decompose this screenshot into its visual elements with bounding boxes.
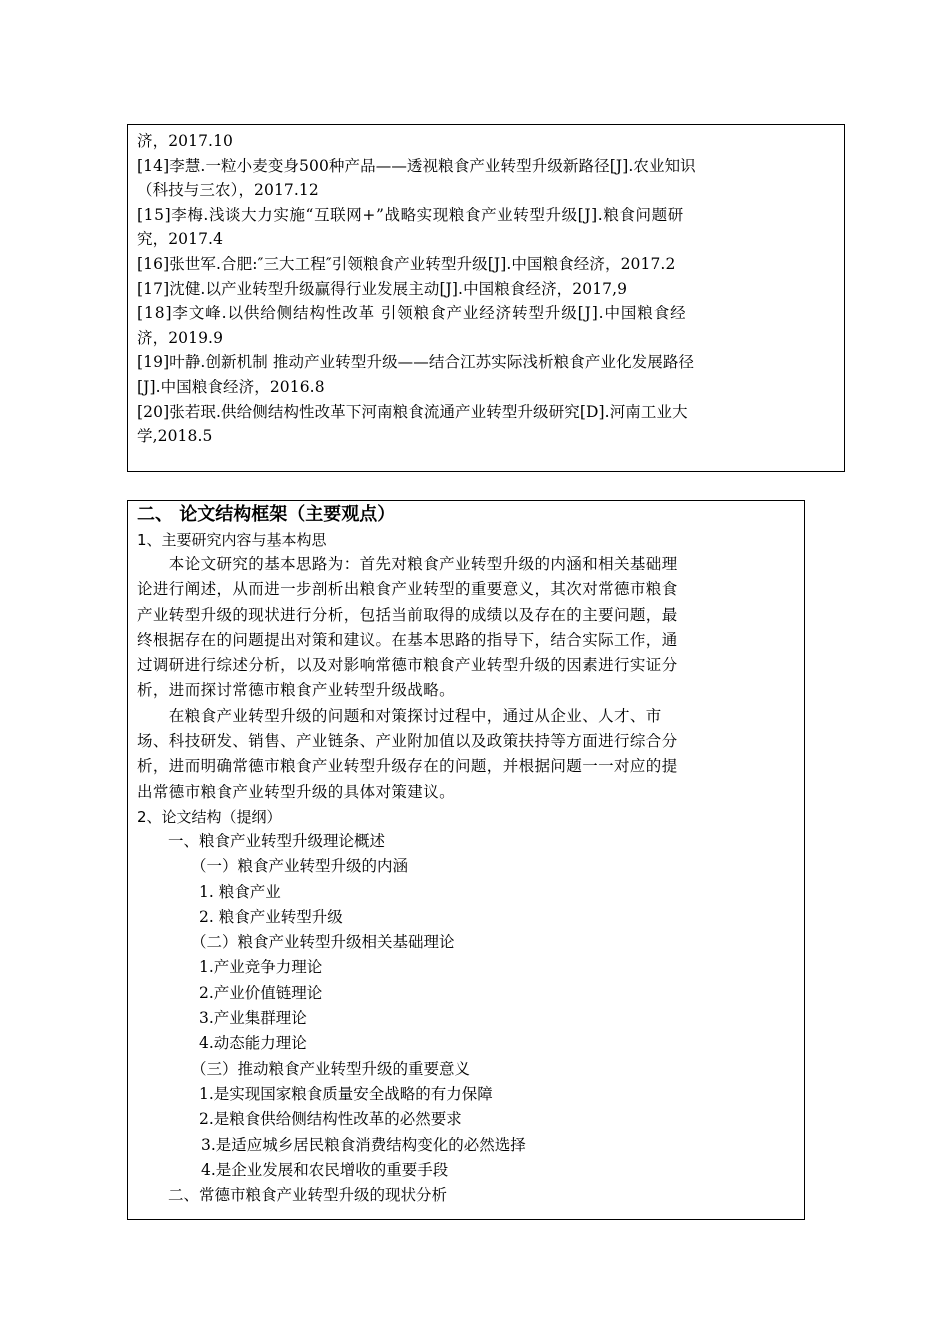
reference-line: [15]李梅.浅谈大力实施“互联网+”战略实现粮食产业转型升级[J].粮食问题研 [137, 205, 684, 224]
reference-line: 济，2019.9 [137, 328, 224, 347]
outline-item: 2.是粮食供给侧结构性改革的必然要求 [199, 1110, 462, 1129]
outline-item: 2.产业价值链理论 [199, 983, 323, 1002]
outline-item: 4.是企业发展和农民增收的重要手段 [201, 1160, 449, 1179]
outline-item: 3.是适应城乡居民粮食消费结构变化的必然选择 [201, 1135, 526, 1154]
outline-chapter: 一、粮食产业转型升级理论概述 [168, 831, 386, 850]
reference-line: [18]李文峰.以供给侧结构性改革 引领粮食产业经济转型升级[J].中国粮食经 [137, 304, 687, 323]
references-box [127, 124, 845, 472]
outline-item: 1.产业竞争力理论 [199, 958, 323, 977]
outline-section: （二）粮食产业转型升级相关基础理论 [191, 933, 455, 952]
reference-line: [16]张世军.合肥:″三大工程″引领粮食产业转型升级[J].中国粮食经济，2017.2 [137, 254, 676, 273]
subsection-heading-content: 1、主要研究内容与基本构思 [137, 531, 327, 549]
paragraph-line: 在粮食产业转型升级的问题和对策探讨过程中，通过从企业、人才、市 [137, 706, 662, 725]
paragraph-basic-idea [137, 552, 796, 704]
reference-line: 究，2017.4 [137, 230, 224, 249]
reference-line: [J].中国粮食经济，2016.8 [137, 377, 325, 396]
reference-line: [14]李慧.一粒小麦变身500种产品——透视粮食产业转型升级新路径[J].农业知识 [137, 156, 696, 175]
reference-line: [20]张若珉.供给侧结构性改革下河南粮食流通产业转型升级研究[D].河南工业大 [137, 402, 688, 421]
outline-chapter: 二、常德市粮食产业转型升级的现状分析 [168, 1186, 448, 1205]
outline-item: 1. 粮食产业 [199, 882, 281, 901]
reference-line: [17]沈健.以产业转型升级赢得行业发展主动[J].中国粮食经济，2017,9 [137, 279, 628, 298]
paragraph-line: 论进行阐述，从而进一步剖析出粮食产业转型的重要意义，其次对常德市粮食 [137, 580, 678, 599]
outline-list [137, 829, 796, 1208]
paragraph-line: 终根据存在的问题提出对策和建议。在基本思路的指导下，结合实际工作，通 [137, 630, 678, 649]
reference-line: 济，2017.10 [137, 132, 233, 150]
outline-item: 4.动态能力理论 [199, 1034, 307, 1053]
paragraph-line: 析，进而探讨常德市粮食产业转型升级战略。 [137, 681, 456, 700]
reference-line: 学,2018.5 [137, 427, 213, 446]
paragraph-countermeasures [137, 704, 796, 805]
reference-line: （科技与三农），2017.12 [137, 181, 319, 200]
outline-item: 2. 粮食产业转型升级 [199, 907, 343, 926]
outline-item: 1.是实现国家粮食质量安全战略的有力保障 [199, 1084, 493, 1103]
outline-section: （三）推动粮食产业转型升级的重要意义 [191, 1059, 471, 1078]
section-heading: 二、 论文结构框架（主要观点） [137, 504, 396, 525]
subsection-heading-outline: 2、论文结构（提纲） [137, 807, 282, 826]
paragraph-line: 本论文研究的基本思路为：首先对粮食产业转型升级的内涵和相关基础理 [137, 555, 678, 573]
structure-framework-box [127, 500, 805, 1220]
paragraph-line: 产业转型升级的现状进行分析，包括当前取得的成绩以及存在的主要问题，最 [137, 605, 678, 624]
outline-section: （一）粮食产业转型升级的内涵 [191, 857, 409, 876]
paragraph-line: 析，进而明确常德市粮食产业转型升级存在的问题，并根据问题一一对应的提 [137, 757, 678, 776]
paragraph-line: 出常德市粮食产业转型升级的具体对策建议。 [137, 782, 456, 801]
paragraph-line: 场、科技研发、销售、产业链条、产业附加值以及政策扶持等方面进行综合分 [137, 732, 678, 751]
reference-line: [19]叶静.创新机制 推动产业转型升级——结合江苏实际浅析粮食产业化发展路径 [137, 353, 695, 372]
outline-item: 3.产业集群理论 [199, 1009, 307, 1028]
paragraph-line: 过调研进行综述分析，以及对影响常德市粮食产业转型升级的因素进行实证分 [137, 656, 678, 675]
